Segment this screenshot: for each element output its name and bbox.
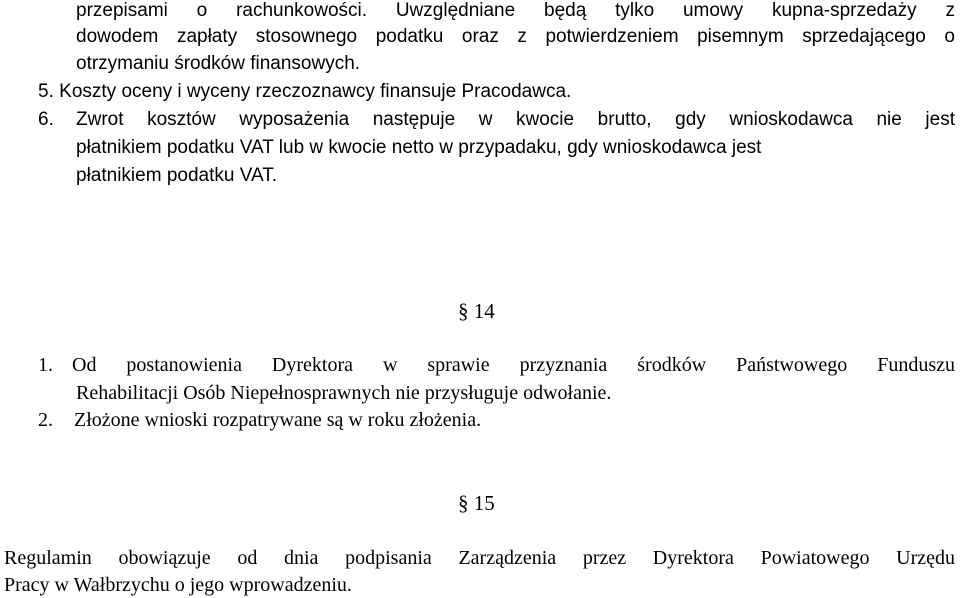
list-text: płatnikiem podatku VAT. [76, 165, 278, 186]
paragraph-line: otrzymaniu środków finansowych. [76, 53, 361, 74]
list-item [38, 352, 53, 378]
list-text: Koszty oceny i wyceny rzeczoznawcy finansuje Pracodawca. [59, 81, 572, 102]
list-text: Złożone wnioski rozpatrywane są w roku złożenia. [74, 409, 482, 431]
paragraph-line: przepisami o rachunkowości. Uwzględniane będą tylko umowy kupna-sprzedaży z [76, 0, 955, 21]
list-text: płatnikiem podatku VAT lub w kwocie netto w przypadaku, gdy wnioskodawca jest [76, 137, 762, 158]
list-text: Rehabilitacji Osób Niepełnosprawnych nie przysługuje odwołanie. [76, 382, 612, 404]
paragraph-line: Regulamin obowiązuje od dnia podpisania Zarządzenia przez Dyrektora Powiatowego Urzędu [4, 547, 955, 569]
paragraph-line: dowodem zapłaty stosownego podatku oraz z potwierdzeniem pisemnym sprzedającego o [76, 26, 955, 47]
list-text: Od postanowienia Dyrektora w sprawie przyznania środków Państwowego Funduszu [72, 354, 955, 376]
list-number: 5. [38, 81, 54, 102]
section-heading: § 15 [458, 491, 495, 515]
list-item [38, 79, 571, 105]
list-number: 2. [38, 409, 53, 431]
list-number: 1. [38, 354, 53, 376]
list-text: Zwrot kosztów wyposażenia następuje w kwocie brutto, gdy wnioskodawca nie jest [76, 109, 955, 130]
list-item [38, 407, 53, 433]
list-number: 6. [38, 109, 54, 130]
paragraph-line: Pracy w Wałbrzychu o jego wprowadzeniu. [4, 574, 352, 596]
section-heading: § 14 [458, 299, 495, 323]
